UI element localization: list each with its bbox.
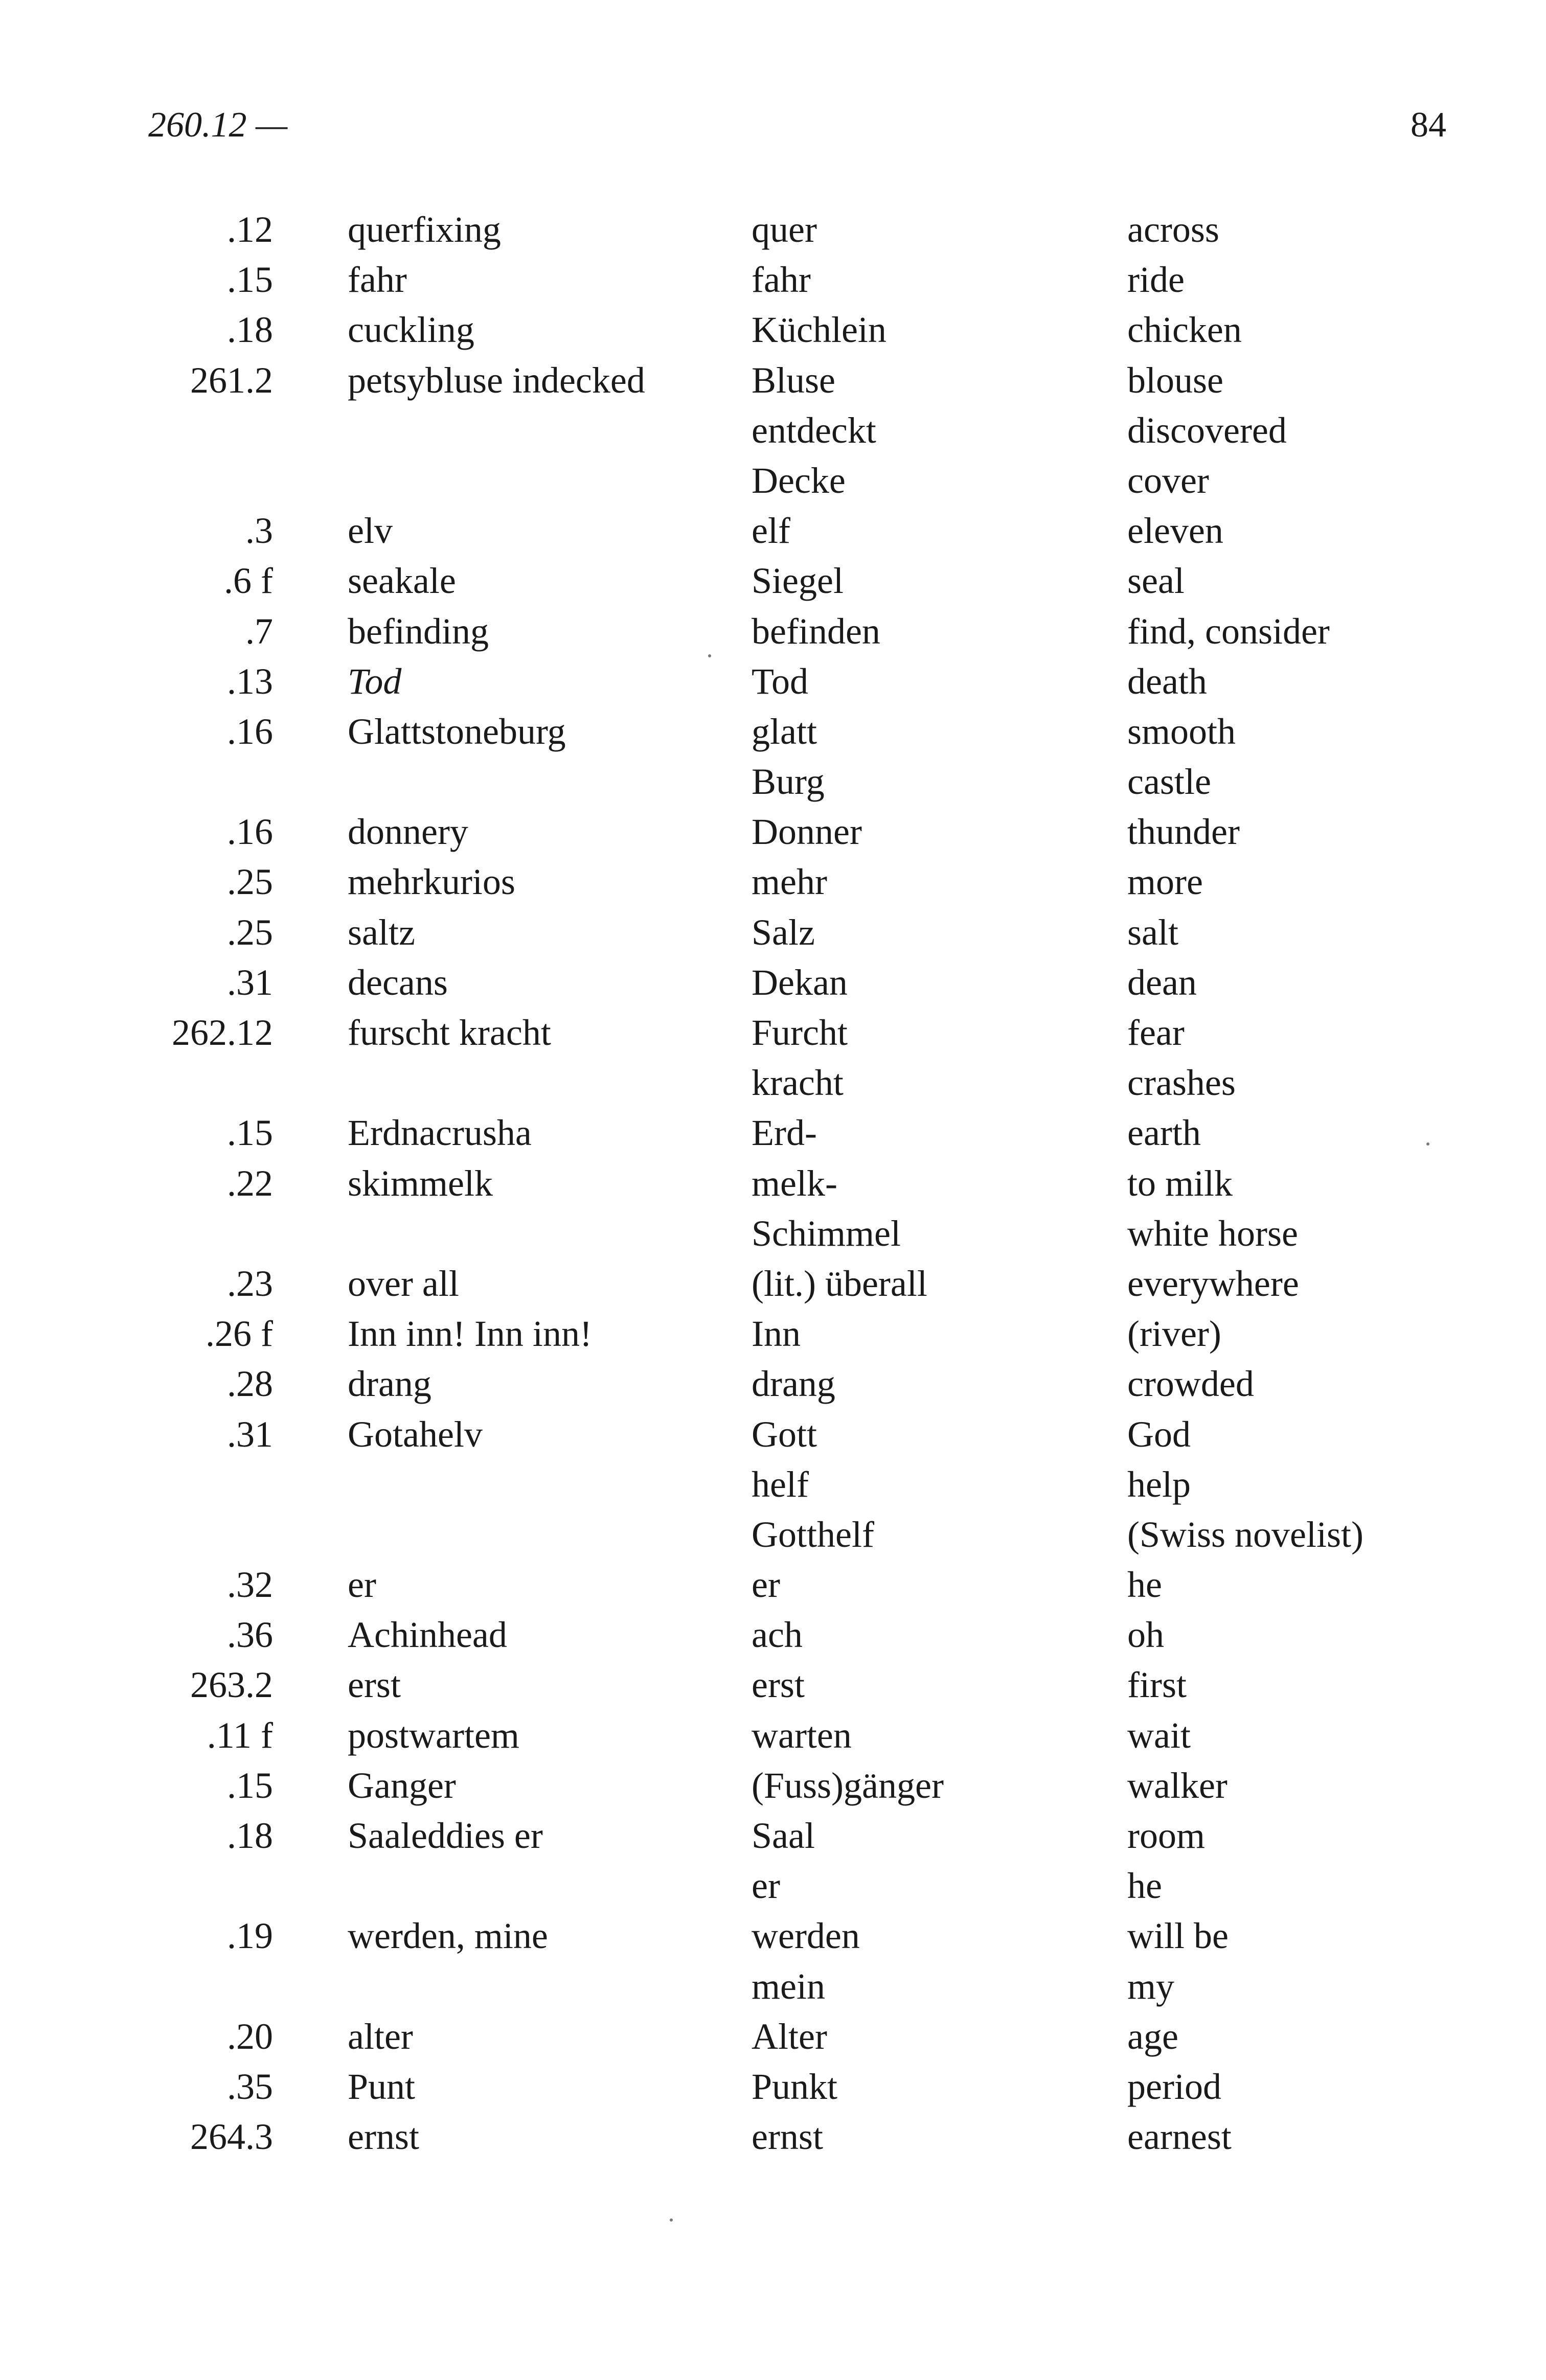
- line-reference: 264.3: [190, 2116, 273, 2158]
- glossary-row: [0, 2062, 1546, 2112]
- glossary-row: [0, 1258, 1546, 1309]
- line-reference: .15: [227, 259, 273, 301]
- wake-word: ernst: [348, 2116, 419, 2158]
- english-gloss: find, consider: [1127, 610, 1330, 652]
- wake-word: cuckling: [348, 309, 474, 351]
- german-source: Gotthelf: [752, 1514, 874, 1555]
- english-gloss: (river): [1127, 1313, 1221, 1355]
- english-gloss: my: [1127, 1965, 1175, 2007]
- print-speck: [1426, 1142, 1429, 1146]
- english-gloss: walker: [1127, 1765, 1227, 1806]
- english-gloss: across: [1127, 209, 1219, 250]
- english-gloss: castle: [1127, 761, 1211, 803]
- glossary-row: [0, 506, 1546, 556]
- english-gloss: period: [1127, 2066, 1221, 2107]
- line-reference: .26 f: [206, 1313, 273, 1355]
- german-source: er: [752, 1564, 780, 1606]
- wake-word: seakale: [348, 560, 456, 602]
- line-reference: .13: [227, 660, 273, 702]
- german-source: Siegel: [752, 560, 844, 602]
- german-source: Schimmel: [752, 1212, 901, 1254]
- glossary-row: [0, 1760, 1546, 1811]
- glossary-row: [0, 2011, 1546, 2062]
- english-gloss: eleven: [1127, 510, 1223, 552]
- english-gloss: oh: [1127, 1614, 1164, 1656]
- wake-word: befinding: [348, 610, 489, 652]
- english-gloss: earnest: [1127, 2116, 1232, 2158]
- german-source: Salz: [752, 911, 815, 953]
- german-source: Alter: [752, 2016, 827, 2057]
- wake-word: postwartem: [348, 1714, 519, 1756]
- english-gloss: white horse: [1127, 1212, 1298, 1254]
- english-gloss: thunder: [1127, 811, 1240, 853]
- line-reference: .11 f: [207, 1714, 273, 1756]
- wake-word: querfixing: [348, 209, 501, 250]
- english-gloss: blouse: [1127, 359, 1223, 401]
- wake-word: Achinhead: [348, 1614, 507, 1656]
- line-reference: .25: [227, 861, 273, 903]
- german-source: ach: [752, 1614, 803, 1656]
- line-reference: .31: [227, 1413, 273, 1455]
- glossary-row: [0, 1861, 1546, 1911]
- glossary-row: [0, 1409, 1546, 1459]
- glossary-row: [0, 455, 1546, 506]
- line-reference: .31: [227, 962, 273, 1003]
- wake-word: Punt: [348, 2066, 416, 2107]
- page-number: 84: [1411, 105, 1446, 145]
- english-gloss: will be: [1127, 1915, 1229, 1957]
- wake-word: Glattstoneburg: [348, 711, 566, 752]
- wake-word: donnery: [348, 811, 468, 853]
- english-gloss: (Swiss novelist): [1127, 1514, 1364, 1555]
- wake-word: saltz: [348, 911, 415, 953]
- glossary-row: [0, 1359, 1546, 1409]
- glossary-row: [0, 757, 1546, 807]
- english-gloss: discovered: [1127, 409, 1287, 451]
- english-gloss: death: [1127, 660, 1207, 702]
- wake-word: erst: [348, 1664, 401, 1706]
- wake-word: werden, mine: [348, 1915, 548, 1957]
- glossary-row: [0, 1058, 1546, 1108]
- english-gloss: seal: [1127, 560, 1185, 602]
- english-gloss: cover: [1127, 460, 1209, 501]
- german-source: drang: [752, 1363, 835, 1405]
- english-gloss: he: [1127, 1865, 1162, 1907]
- wake-word: Inn inn! Inn inn!: [348, 1313, 592, 1355]
- german-source: Decke: [752, 460, 846, 501]
- glossary-row: [0, 305, 1546, 355]
- wake-word: petsybluse indecked: [348, 359, 645, 401]
- glossary-row: [0, 556, 1546, 606]
- glossary-list: [0, 204, 1546, 2162]
- german-source: Erd-: [752, 1112, 817, 1154]
- english-gloss: chicken: [1127, 309, 1242, 351]
- glossary-row: [0, 957, 1546, 1008]
- line-reference: .7: [245, 610, 273, 652]
- line-reference: .16: [227, 711, 273, 752]
- wake-word: Ganger: [348, 1765, 456, 1806]
- line-reference: .25: [227, 911, 273, 953]
- german-source: melk-: [752, 1162, 837, 1204]
- glossary-row: [0, 606, 1546, 656]
- line-reference: .22: [227, 1162, 273, 1204]
- wake-word: alter: [348, 2016, 413, 2057]
- glossary-row: [0, 1459, 1546, 1509]
- german-source: Inn: [752, 1313, 801, 1355]
- english-gloss: ride: [1127, 259, 1185, 301]
- glossary-row: [0, 2112, 1546, 2162]
- german-source: werden: [752, 1915, 860, 1957]
- german-source: mehr: [752, 861, 827, 903]
- line-reference: .15: [227, 1765, 273, 1806]
- print-speck: [670, 2218, 673, 2222]
- german-source: fahr: [752, 259, 811, 301]
- running-header: 260.12 —: [148, 105, 288, 145]
- german-source: quer: [752, 209, 817, 250]
- wake-word: Gotahelv: [348, 1413, 483, 1455]
- line-reference: 262.12: [172, 1012, 273, 1053]
- english-gloss: room: [1127, 1815, 1205, 1856]
- english-gloss: he: [1127, 1564, 1162, 1606]
- line-reference: .18: [227, 1815, 273, 1856]
- glossary-row: [0, 405, 1546, 455]
- line-reference: .20: [227, 2016, 273, 2057]
- glossary-row: [0, 1710, 1546, 1760]
- wake-word: Saaleddies er: [348, 1815, 543, 1856]
- german-source: glatt: [752, 711, 817, 752]
- english-gloss: earth: [1127, 1112, 1201, 1154]
- german-source: entdeckt: [752, 409, 876, 451]
- english-gloss: salt: [1127, 911, 1178, 953]
- glossary-row: [0, 706, 1546, 757]
- glossary-row: [0, 1509, 1546, 1560]
- german-source: (Fuss)gänger: [752, 1765, 944, 1806]
- wake-word: skimmelk: [348, 1162, 493, 1204]
- german-source: Burg: [752, 761, 825, 803]
- english-gloss: to milk: [1127, 1162, 1233, 1204]
- print-speck: [708, 654, 711, 657]
- line-reference: .6 f: [224, 560, 273, 602]
- german-source: ernst: [752, 2116, 823, 2158]
- line-reference: .16: [227, 811, 273, 853]
- german-source: erst: [752, 1664, 805, 1706]
- glossary-row: [0, 1660, 1546, 1710]
- english-gloss: everywhere: [1127, 1263, 1299, 1304]
- english-gloss: age: [1127, 2016, 1178, 2057]
- line-reference: .23: [227, 1263, 273, 1304]
- german-source: Punkt: [752, 2066, 838, 2107]
- line-reference: .19: [227, 1915, 273, 1957]
- glossary-row: [0, 1560, 1546, 1610]
- glossary-row: [0, 204, 1546, 255]
- glossary-row: [0, 907, 1546, 957]
- glossary-row: [0, 1911, 1546, 1961]
- german-source: Saal: [752, 1815, 815, 1856]
- glossary-row: [0, 355, 1546, 405]
- english-gloss: smooth: [1127, 711, 1236, 752]
- german-source: Tod: [752, 660, 808, 702]
- glossary-row: [0, 656, 1546, 706]
- german-source: warten: [752, 1714, 852, 1756]
- german-source: Küchlein: [752, 309, 886, 351]
- english-gloss: crashes: [1127, 1062, 1236, 1104]
- german-source: Bluse: [752, 359, 836, 401]
- english-gloss: fear: [1127, 1012, 1185, 1053]
- glossary-row: [0, 1108, 1546, 1158]
- german-source: er: [752, 1865, 780, 1907]
- glossary-row: [0, 807, 1546, 857]
- line-reference: .35: [227, 2066, 273, 2107]
- german-source: Donner: [752, 811, 862, 853]
- wake-word: drang: [348, 1363, 431, 1405]
- line-reference: .28: [227, 1363, 273, 1405]
- german-source: elf: [752, 510, 790, 552]
- english-gloss: help: [1127, 1463, 1191, 1505]
- english-gloss: God: [1127, 1413, 1191, 1455]
- german-source: helf: [752, 1463, 809, 1505]
- wake-word: mehrkurios: [348, 861, 515, 903]
- glossary-row: [0, 857, 1546, 907]
- english-gloss: wait: [1127, 1714, 1191, 1756]
- german-source: Gott: [752, 1413, 817, 1455]
- wake-word: decans: [348, 962, 448, 1003]
- english-gloss: dean: [1127, 962, 1197, 1003]
- line-reference: .12: [227, 209, 273, 250]
- glossary-row: [0, 1158, 1546, 1208]
- glossary-row: [0, 1309, 1546, 1359]
- english-gloss: crowded: [1127, 1363, 1254, 1405]
- english-gloss: first: [1127, 1664, 1187, 1706]
- german-source: Furcht: [752, 1012, 848, 1053]
- glossary-row: [0, 1610, 1546, 1660]
- english-gloss: more: [1127, 861, 1203, 903]
- wake-word: over all: [348, 1263, 459, 1304]
- wake-word: fahr: [348, 259, 407, 301]
- glossary-row: [0, 255, 1546, 305]
- line-reference: .3: [245, 510, 273, 552]
- wake-word: Erdnacrusha: [348, 1112, 532, 1154]
- wake-word: er: [348, 1564, 376, 1606]
- glossary-row: [0, 1811, 1546, 1861]
- line-reference: 261.2: [190, 359, 273, 401]
- line-reference: .32: [227, 1564, 273, 1606]
- wake-word: elv: [348, 510, 393, 552]
- german-source: kracht: [752, 1062, 844, 1104]
- glossary-row: [0, 1961, 1546, 2011]
- line-reference: .15: [227, 1112, 273, 1154]
- german-source: befinden: [752, 610, 880, 652]
- german-source: Dekan: [752, 962, 848, 1003]
- german-source: (lit.) überall: [752, 1263, 927, 1304]
- glossary-row: [0, 1008, 1546, 1058]
- wake-word: Tod: [348, 660, 402, 702]
- line-reference: .18: [227, 309, 273, 351]
- german-source: mein: [752, 1965, 825, 2007]
- wake-word: furscht kracht: [348, 1012, 551, 1053]
- line-reference: .36: [227, 1614, 273, 1656]
- line-reference: 263.2: [190, 1664, 273, 1706]
- glossary-row: [0, 1208, 1546, 1258]
